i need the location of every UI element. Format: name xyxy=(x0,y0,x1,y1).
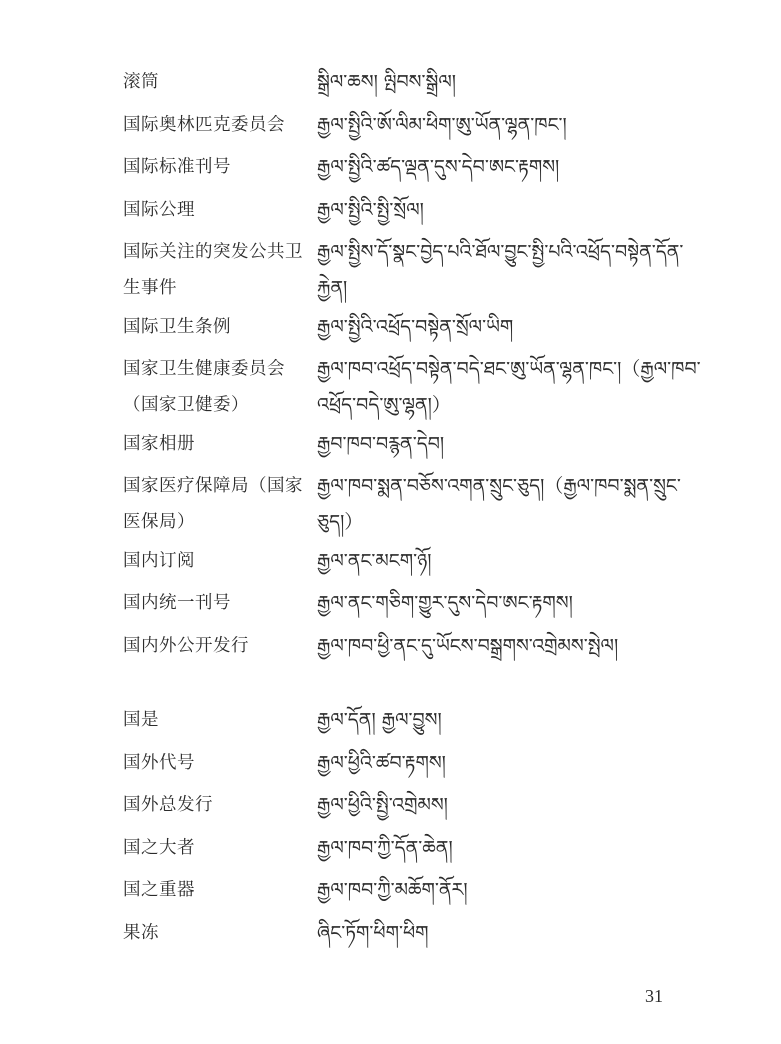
chinese-term: 国际关注的突发公共卫生事件 xyxy=(123,242,303,298)
chinese-term: 国家相册 xyxy=(123,434,195,454)
tibetan-translation: རྒྱལ་ཁབ་ཀྱི་དོན་ཆེན། xyxy=(317,837,453,859)
chinese-term: 国家医疗保障局（国家医保局） xyxy=(123,476,303,532)
tibetan-translation: རྒྱལ་ཁབ་འཕྲོད་བསྟེན་བདེ་ཐང་ཨུ་ཡོན་ལྷན་ཁང་།（རྒྱལ་ཁབ་འཕྲོད་བདེ་ཨུ་ལྷན།） xyxy=(317,358,701,416)
chinese-term: 滚筒 xyxy=(123,72,159,92)
tibetan-translation: རྒྱལ་སྤྱིའི་སྤྱི་སྲོལ། xyxy=(317,199,424,221)
chinese-term: 国际公理 xyxy=(123,200,195,220)
tibetan-translation: རྒྱབ་ཁབ་བརྙན་དེབ། xyxy=(317,433,445,455)
tibetan-translation: རྒྱལ་ཁབ་སྨན་བཅོས་འགན་སྲུང་ཅུད།（རྒྱལ་ཁབ་སྨན་སྲུང་ཅུད།） xyxy=(317,475,681,533)
chinese-term: 国际奥林匹克委员会 xyxy=(123,115,285,135)
chinese-term: 国是 xyxy=(123,710,159,730)
tibetan-translation: རྒྱལ་ཁབ་ཀྱི་མཆོག་ནོར། xyxy=(317,879,468,901)
tibetan-translation: རྒྱལ་ནང་གཅིག་གྱུར་དུས་དེབ་ཨང་རྟགས། xyxy=(317,592,573,614)
chinese-term: 国际标准刊号 xyxy=(123,157,231,177)
tibetan-translation: རྒྱལ་ཁབ་ཕྱི་ནང་དུ་ཡོངས་བསྒྲགས་འགྲེམས་སྤེལ། xyxy=(317,635,619,657)
page-number: 31 xyxy=(645,986,663,1006)
chinese-term: 国内外公开发行 xyxy=(123,636,249,656)
chinese-term: 国之大者 xyxy=(123,838,195,858)
tibetan-translation: རྒྱལ་སྤྱིའི་ཚད་ལྡན་དུས་དེབ་ཨང་རྟགས། xyxy=(317,156,560,178)
tibetan-translation: རྒྱལ་སྤྱིའི་ཨོ་ལིམ་ཕིག་ཨུ་ཡོན་ལྷན་ཁང་། xyxy=(317,114,567,136)
tibetan-translation: རྒྱལ་ནང་མངག་ཉོ། xyxy=(317,550,432,572)
tibetan-translation: རྒྱལ་ཕྱིའི་ཚབ་རྟགས། xyxy=(317,752,446,774)
chinese-term: 果冻 xyxy=(123,923,159,943)
chinese-term: 国内订阅 xyxy=(123,551,195,571)
tibetan-translation: རྒྱལ་ཕྱིའི་སྤྱི་འགྲེམས། xyxy=(317,794,448,816)
tibetan-translation: སྒྲིལ་ཆས། ལྤིབས་སྒྲིལ། xyxy=(317,71,456,93)
chinese-term: 国之重器 xyxy=(123,880,195,900)
tibetan-translation: ཞིང་ཏོག་ཕིག་ཕིག xyxy=(317,922,429,944)
chinese-term: 国外代号 xyxy=(123,753,195,773)
chinese-term: 国际卫生条例 xyxy=(123,317,231,337)
tibetan-translation: རྒྱལ་དོན། རྒྱལ་བྱུས། xyxy=(317,709,442,731)
tibetan-translation: རྒྱལ་སྤྱིའི་འཕྲོད་བསྟེན་སྲོལ་ཡིག xyxy=(317,316,514,338)
chinese-term: 国内统一刊号 xyxy=(123,593,231,613)
tibetan-translation: རྒྱལ་སྤྱིས་དོ་སྣང་བྱེད་པའི་ཐོལ་བྱུང་སྤྱི་པའི་འཕྲོད་བསྟེན་དོན་རྐྱེན། xyxy=(317,241,684,299)
chinese-term: 国家卫生健康委员会（国家卫健委） xyxy=(123,359,285,415)
chinese-term: 国外总发行 xyxy=(123,795,213,815)
